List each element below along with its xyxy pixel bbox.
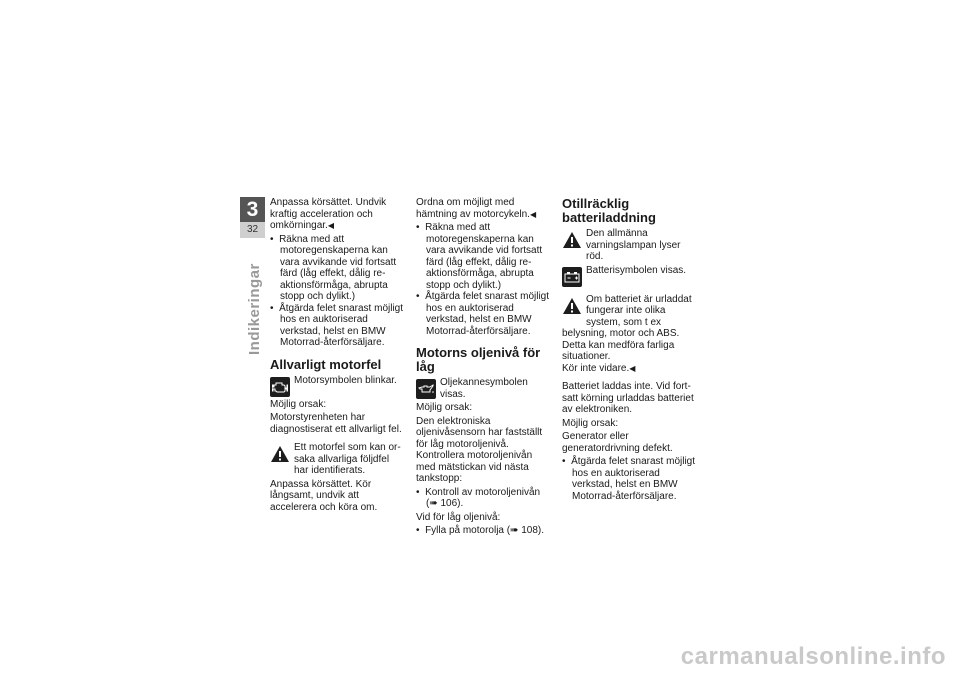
intro-text [270, 197, 406, 232]
bullet-list [270, 234, 406, 349]
warning-triangle-icon [270, 444, 290, 464]
bullet-list [416, 222, 552, 337]
intro-sentence: Anpassa körsättet. Undvik kraftig acceleration och omkörningar. [270, 197, 387, 231]
chapter-sidebar [240, 197, 265, 238]
end-marker: ◀ [327, 221, 334, 230]
list-item: • Fylla på motorolja (➠ 108). [416, 525, 552, 537]
section-label: Indikeringar [246, 263, 263, 355]
list-item: • Åtgärda felet snarast möjligt hos en auktoriserad verkstad, helst en BMW Motorrad-återförsäljare. [562, 456, 698, 502]
cause-label: Möjlig orsak: [270, 398, 327, 410]
chapter-number: 3 [240, 197, 265, 222]
charge-text: Batteriet laddas inte. Vid fortsatt körning urladdas batteriet av elektroniken. [562, 381, 694, 415]
warning-triangle-icon [562, 230, 582, 250]
section-heading: Motorns oljenivå för låg [416, 345, 541, 374]
list-item: • Åtgärda felet snarast möjligt hos en auktoriserad verkstad, helst en BMW Motorrad-återförsäljare. [416, 291, 552, 337]
list-item: • Kontroll av motoroljenivån (➠ 106). [416, 487, 552, 510]
intro-text [416, 197, 552, 220]
list-item: • Räkna med att motoregenskaperna kan vara avvikande vid fortsatt färd (låg effekt, dålig reaktionsförmåga, abrupta stopp och dylikt.) [416, 222, 552, 291]
cause-label: Möjlig orsak: [562, 417, 619, 429]
oil-can-icon [416, 379, 436, 399]
list-item: • Räkna med att motoregenskaperna kan vara avvikande vid fortsatt färd (låg effekt, dålig reaktionsförmåga, abrupta stopp och dylikt.) [270, 234, 406, 303]
section-heading: Allvarligt motorfel [270, 356, 382, 372]
engine-icon [270, 377, 290, 397]
battery-warning-sentence: Om batteriet är urladdat fungerar inte olika system, som t ex belysning, motor och ABS. Detta kan medföra farliga situationer. [562, 293, 692, 362]
warning-lamp-text: Den allmänna varningslampan lyser röd. [586, 228, 681, 262]
list-item: • Åtgärda felet snarast möjligt hos en auktoriserad verkstad, helst en BMW Motorrad-återförsäljare. [270, 303, 406, 349]
symbol-text: Motorsymbolen blinkar. [294, 374, 397, 386]
intro-sentence: Ordna om möjligt med hämtning av motorcykeln. [416, 197, 530, 220]
column-3 [562, 197, 698, 504]
battery-symbol-text: Batterisymbolen visas. [586, 264, 687, 276]
section-label-vertical [241, 235, 263, 355]
low-level-label: Vid för låg oljenivå: [416, 511, 501, 523]
no-drive-text: Kör inte vidare. [562, 362, 630, 374]
battery-warning-text [562, 294, 698, 375]
cause-label: Möjlig orsak: [416, 402, 473, 413]
bullet-list [562, 456, 698, 502]
bullet-list [416, 525, 552, 537]
cause-text: Motorstyrenheten har diagnostiserat ett allvarligt fel. [270, 412, 402, 435]
bullet-list [416, 487, 552, 510]
warning-text: Ett motorfel som kan orsaka allvarliga följdfel har identifierats. [294, 442, 401, 476]
end-marker: ◀ [529, 209, 537, 219]
warning-triangle-icon [562, 296, 582, 316]
cause-text: Generator eller generatordrivning defekt. [562, 431, 673, 454]
page-number: 32 [240, 222, 265, 238]
closing-text: Anpassa körsättet. Kör långsamt, undvik att accelerera och köra om. [270, 478, 378, 513]
section-heading: Otillräcklig batteriladdning [562, 196, 656, 225]
symbol-text: Oljekannesymbolen visas. [440, 377, 528, 400]
column-2 [416, 197, 552, 539]
watermark-text: carmanualsonline.info [680, 643, 946, 670]
battery-icon [562, 267, 582, 287]
column-1 [270, 197, 406, 515]
end-marker: ◀ [629, 363, 636, 373]
cause-text: Den elektroniska oljenivåsensorn har fastställt för låg motoroljenivå. Kontrollera motoroljenivån med mätstickan vid nästa tankstopp: [416, 415, 543, 484]
